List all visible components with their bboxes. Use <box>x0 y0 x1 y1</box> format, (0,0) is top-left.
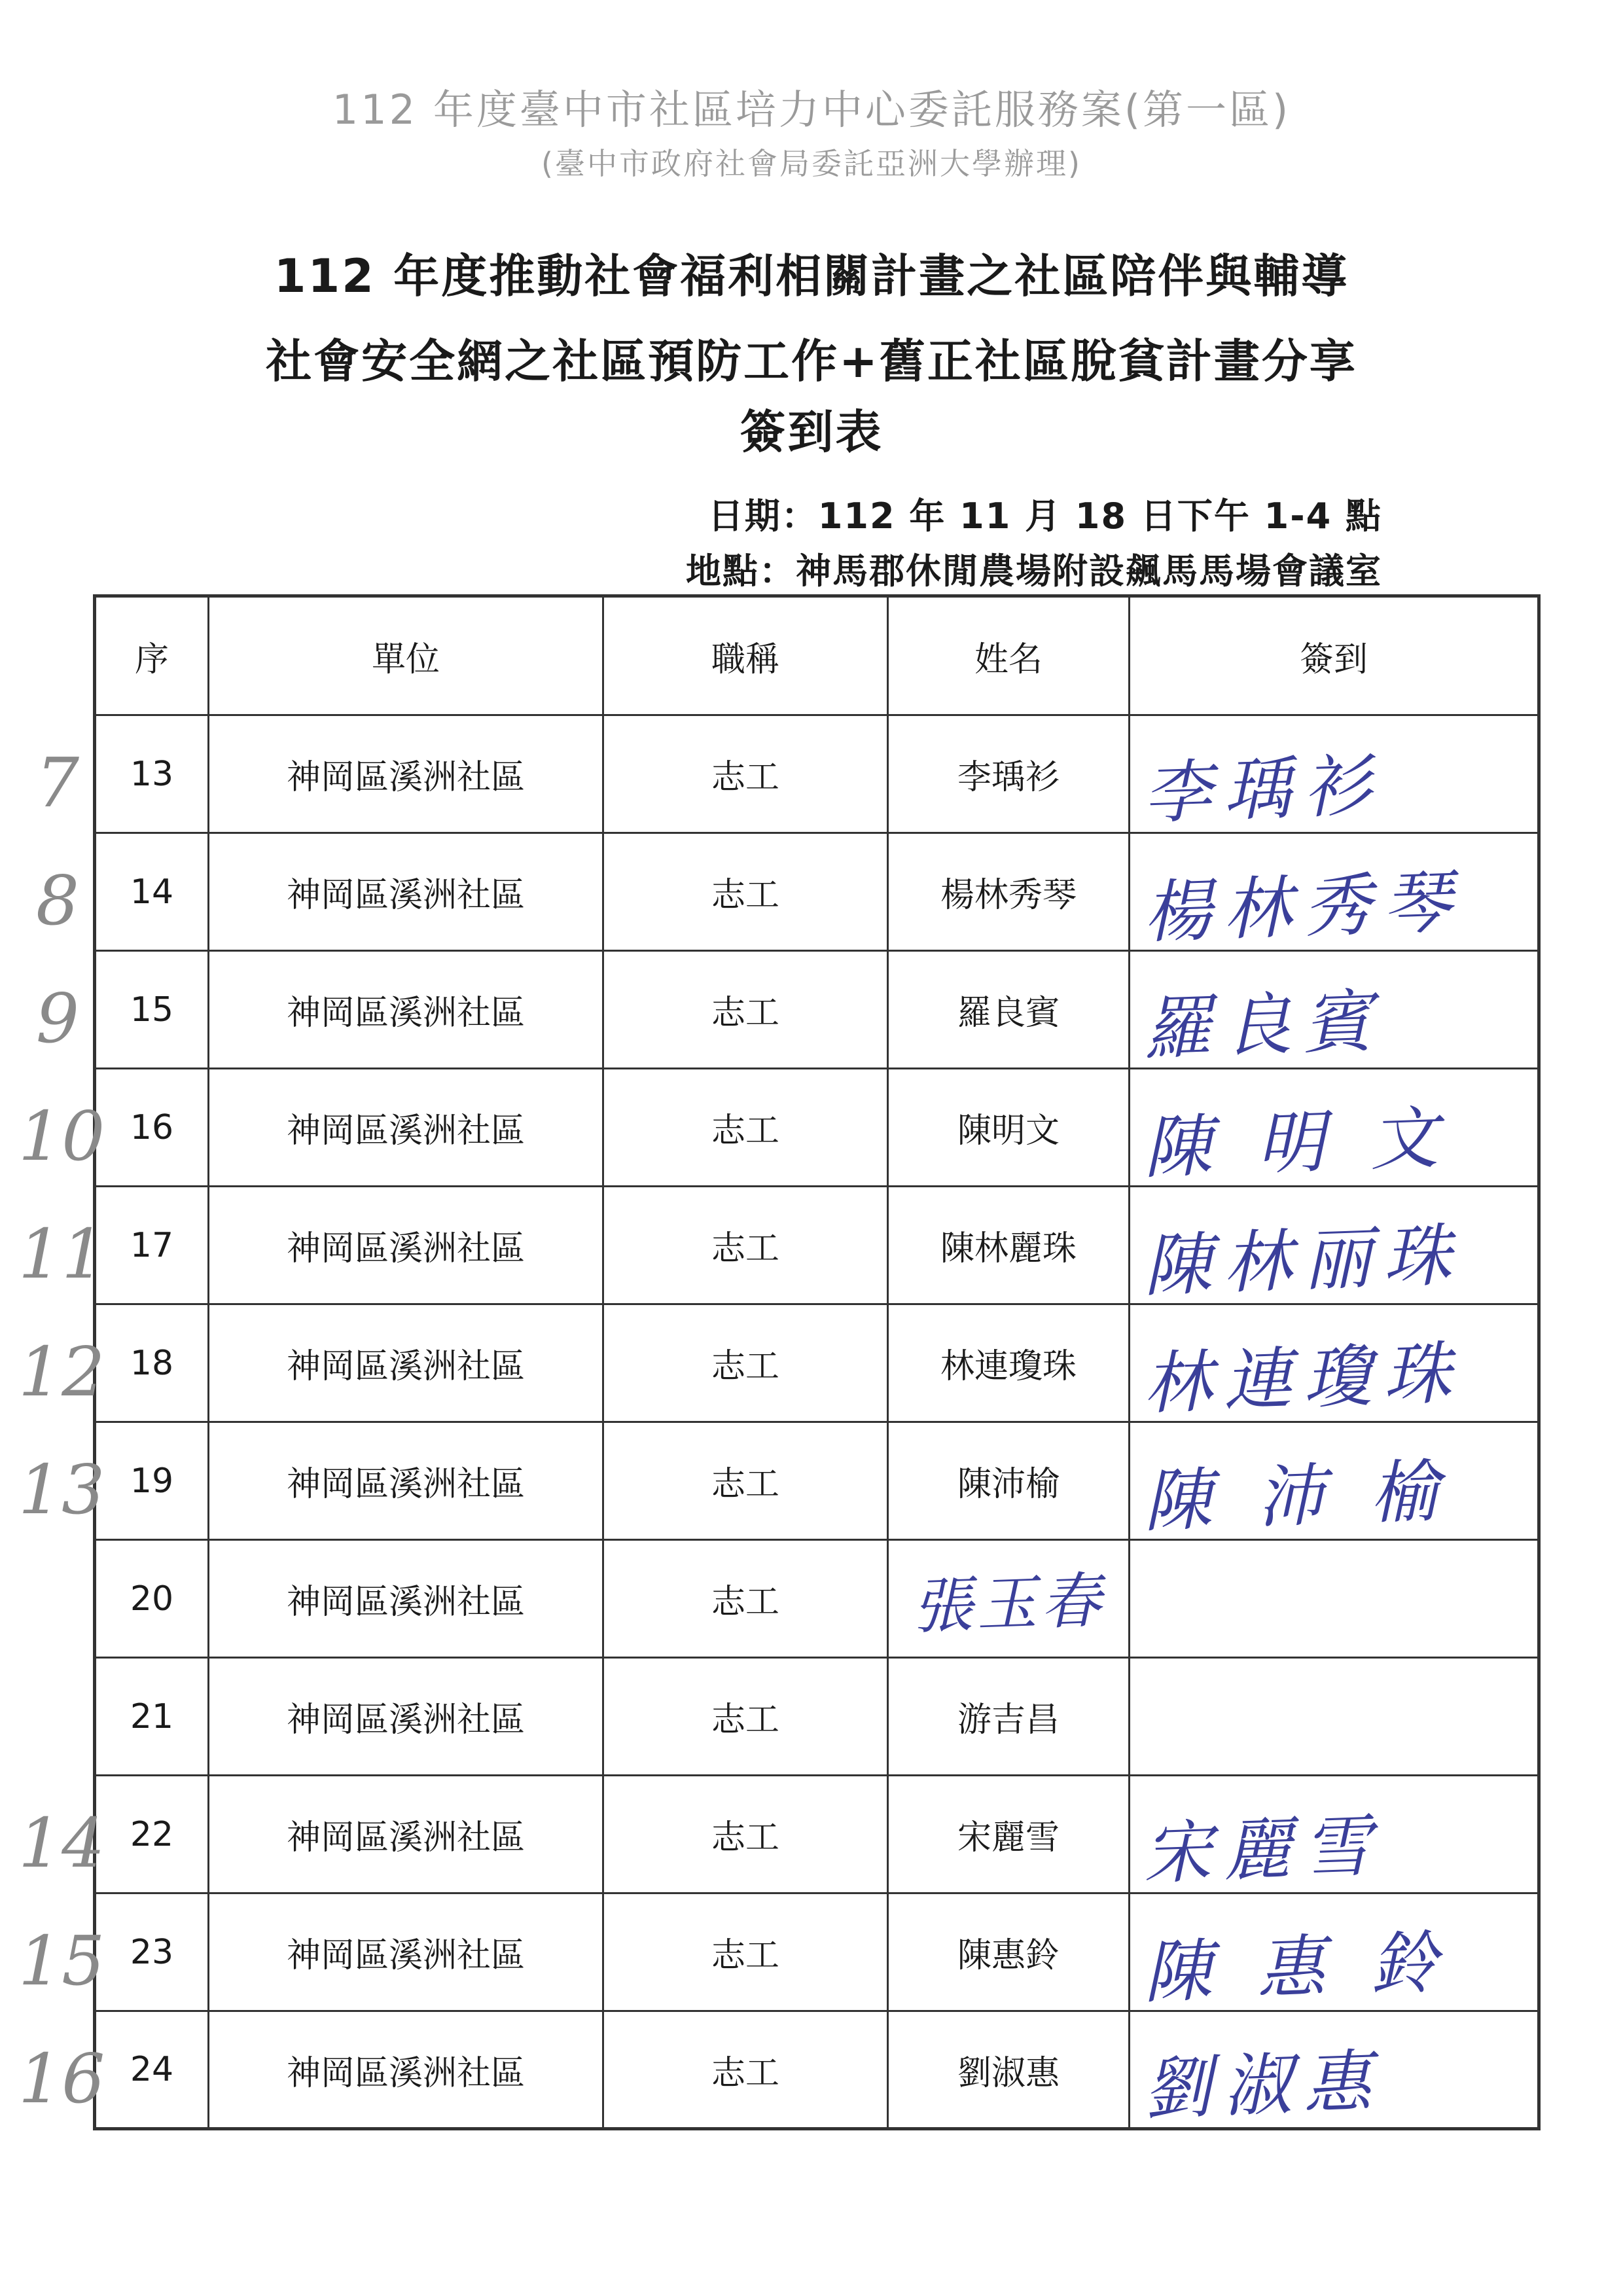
row-job-title: 志工 <box>603 715 888 833</box>
table-row <box>95 2011 1539 2129</box>
row-name: 劉淑惠 <box>888 2011 1130 2129</box>
row-seq: 14 <box>95 833 209 951</box>
row-signature <box>1130 2011 1539 2129</box>
handwritten-signature: 陳 明 文 <box>1142 1097 1452 1189</box>
header-seq: 序 <box>95 596 209 715</box>
row-job-title: 志工 <box>603 951 888 1069</box>
table-row <box>95 1304 1539 1422</box>
row-signature <box>1130 1187 1539 1304</box>
row-signature <box>1130 1776 1539 1893</box>
table-row <box>95 1776 1539 1893</box>
row-unit: 神岡區溪洲社區 <box>209 1540 603 1658</box>
row-seq: 13 <box>95 715 209 833</box>
sign-in-table <box>93 594 1541 2130</box>
row-unit: 神岡區溪洲社區 <box>209 833 603 951</box>
row-name: 陳林麗珠 <box>888 1187 1130 1304</box>
header-signature: 簽到 <box>1130 596 1539 715</box>
header-job-title: 職稱 <box>603 596 888 715</box>
margin-tally-number: 13 <box>18 1450 105 1530</box>
row-signature <box>1130 715 1539 833</box>
row-seq: 22 <box>95 1776 209 1893</box>
row-name: 楊林秀琴 <box>888 833 1130 951</box>
row-unit: 神岡區溪洲社區 <box>209 2011 603 2129</box>
event-location: 地點：神馬郡休閒農場附設飆馬馬場會議室 <box>686 550 1382 592</box>
row-name: 羅良賓 <box>888 951 1130 1069</box>
row-unit: 神岡區溪洲社區 <box>209 1893 603 2011</box>
event-date: 日期：112 年 11 月 18 日下午 1-4 點 <box>707 495 1382 537</box>
row-seq: 24 <box>95 2011 209 2129</box>
table-row <box>95 1187 1539 1304</box>
row-seq: 18 <box>95 1304 209 1422</box>
table-row <box>95 1893 1539 2011</box>
row-signature <box>1130 1069 1539 1187</box>
row-job-title: 志工 <box>603 1540 888 1658</box>
handwritten-signature: 陳林丽珠 <box>1142 1215 1465 1306</box>
row-signature <box>1130 1540 1539 1658</box>
margin-tally-number: 9 <box>35 978 80 1058</box>
row-job-title: 志工 <box>603 1304 888 1422</box>
row-unit: 神岡區溪洲社區 <box>209 715 603 833</box>
margin-tally-number: 10 <box>18 1096 105 1176</box>
table-row <box>95 833 1539 951</box>
row-signature <box>1130 1893 1539 2011</box>
row-name: 游吉昌 <box>888 1658 1130 1776</box>
margin-tally-number: 15 <box>18 1921 105 2001</box>
row-signature <box>1130 833 1539 951</box>
row-seq: 15 <box>95 951 209 1069</box>
handwritten-signature: 陳 惠 鈴 <box>1142 1922 1452 2013</box>
margin-tally-number: 14 <box>18 1803 105 1883</box>
row-signature <box>1130 1422 1539 1540</box>
handwritten-signature: 羅良賓 <box>1142 980 1385 1069</box>
table-row <box>95 1540 1539 1658</box>
handwritten-signature: 李瑀衫 <box>1142 745 1385 834</box>
table-row <box>95 715 1539 833</box>
organization-title: 112 年度臺中市社區培力中心委託服務案(第一區) <box>332 86 1291 134</box>
row-name: 林連瓊珠 <box>888 1304 1130 1422</box>
row-name: 李瑀衫 <box>888 715 1130 833</box>
row-name <box>888 1540 1130 1658</box>
handwritten-signature: 宋麗雪 <box>1142 1805 1385 1894</box>
row-name: 陳惠鈴 <box>888 1893 1130 2011</box>
row-seq: 23 <box>95 1893 209 2011</box>
row-unit: 神岡區溪洲社區 <box>209 1776 603 1893</box>
table-row <box>95 1422 1539 1540</box>
handwritten-signature: 楊林秀琴 <box>1142 861 1465 953</box>
event-title-line-2: 社會安全網之社區預防工作+舊正社區脫貧計畫分享 <box>266 334 1357 388</box>
row-seq: 19 <box>95 1422 209 1540</box>
margin-tally-number: 12 <box>18 1332 105 1412</box>
row-unit: 神岡區溪洲社區 <box>209 1069 603 1187</box>
row-signature <box>1130 1658 1539 1776</box>
table-row <box>95 1658 1539 1776</box>
row-job-title: 志工 <box>603 1069 888 1187</box>
event-title-line-1: 112 年度推動社會福利相關計畫之社區陪伴與輔導 <box>274 249 1349 303</box>
row-job-title: 志工 <box>603 1776 888 1893</box>
sheet-title: 簽到表 <box>740 405 883 459</box>
row-signature <box>1130 1304 1539 1422</box>
row-signature <box>1130 951 1539 1069</box>
margin-tally-number: 7 <box>35 743 80 823</box>
header-unit: 單位 <box>209 596 603 715</box>
row-job-title: 志工 <box>603 833 888 951</box>
row-unit: 神岡區溪洲社區 <box>209 951 603 1069</box>
margin-tally-number: 11 <box>18 1214 105 1294</box>
row-seq: 17 <box>95 1187 209 1304</box>
margin-tally-number: 8 <box>35 861 80 941</box>
row-unit: 神岡區溪洲社區 <box>209 1658 603 1776</box>
row-unit: 神岡區溪洲社區 <box>209 1187 603 1304</box>
handwritten-signature: 劉淑惠 <box>1142 2041 1385 2130</box>
table-row <box>95 951 1539 1069</box>
organization-subtitle: (臺中市政府社會局委託亞洲大學辦理) <box>541 146 1082 181</box>
row-job-title: 志工 <box>603 1658 888 1776</box>
row-name: 陳沛榆 <box>888 1422 1130 1540</box>
row-job-title: 志工 <box>603 1422 888 1540</box>
row-seq: 20 <box>95 1540 209 1658</box>
row-seq: 21 <box>95 1658 209 1776</box>
row-name: 陳明文 <box>888 1069 1130 1187</box>
row-job-title: 志工 <box>603 2011 888 2129</box>
table-row <box>95 1069 1539 1187</box>
row-job-title: 志工 <box>603 1187 888 1304</box>
table-header-row <box>95 596 1539 715</box>
row-seq: 16 <box>95 1069 209 1187</box>
row-unit: 神岡區溪洲社區 <box>209 1422 603 1540</box>
row-unit: 神岡區溪洲社區 <box>209 1304 603 1422</box>
handwritten-name: 張玉春 <box>911 1565 1107 1642</box>
handwritten-signature: 陳 沛 榆 <box>1142 1450 1452 1542</box>
handwritten-signature: 林連瓊珠 <box>1142 1333 1465 1424</box>
header-name: 姓名 <box>888 596 1130 715</box>
row-name: 宋麗雪 <box>888 1776 1130 1893</box>
margin-tally-number: 16 <box>18 2039 105 2119</box>
row-job-title: 志工 <box>603 1893 888 2011</box>
